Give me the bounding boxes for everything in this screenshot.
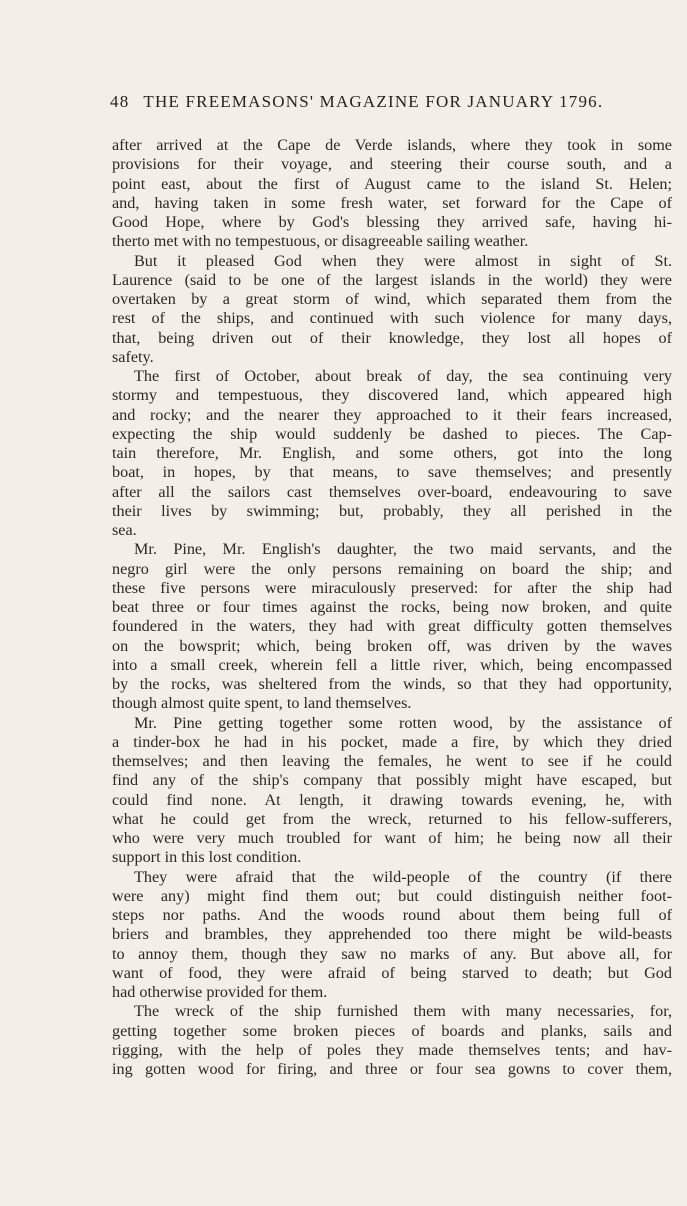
running-title: THE FREEMASONS' MAGAZINE FOR JANUARY 1796.: [143, 92, 604, 111]
text-line: and rocky; and the nearer they approached to it their fears increased,: [112, 405, 672, 424]
text-line: though almost quite spent, to land themselves.: [112, 694, 412, 713]
text-line: But it pleased God when they were almost in sight of St.: [134, 251, 672, 270]
text-line: and, having taken in some fresh water, set forward for the Cape of: [112, 193, 672, 212]
paragraph-3: [112, 367, 672, 540]
text-line: negro girl were the only persons remaining on board the ship; and: [112, 559, 672, 578]
text-line: Mr. Pine getting together some rotten wood, by the assistance of: [134, 713, 672, 732]
text-line: themselves; and then leaving the females, he went to see if he could: [112, 752, 672, 770]
text-line: to annoy them, though they saw no marks of any. But above all, for: [112, 944, 672, 963]
text-line: foundered in the waters, they had with great difficulty gotten themselves: [112, 617, 672, 636]
text-line: overtaken by a great storm of wind, which separated them from the: [112, 290, 672, 308]
paragraph-1: [112, 136, 672, 252]
text-line: They were afraid that the wild-people of the country (if there: [134, 867, 672, 886]
text-line: were any) might find them out; but could distinguish neither foot-: [112, 886, 672, 905]
text-line: on the bowsprit; which, being broken off, was driven by the waves: [112, 636, 672, 655]
text-line: a tinder-box he had in his pocket, made a fire, by which they dried: [112, 732, 672, 751]
text-line: getting together some broken pieces of boards and planks, sails and: [112, 1021, 672, 1040]
text-line: safety.: [112, 347, 154, 366]
text-line: point east, about the first of August came to the island St. Helen;: [112, 174, 672, 193]
text-line: therto met with no tempestuous, or disagreeable sailing weather.: [112, 232, 529, 251]
text-line: stormy and tempestuous, they discovered land, which appeared high: [112, 386, 672, 405]
body-text: [112, 136, 672, 1079]
text-line: into a small creek, wherein fell a little river, which, being encompassed: [112, 655, 672, 674]
text-line: Laurence (said to be one of the largest islands in the world) they were: [112, 270, 672, 289]
text-line: these five persons were miraculously preserved: for after the ship had: [112, 578, 672, 597]
text-line: boat, in hopes, by that means, to save themselves; and presently: [112, 463, 672, 482]
paragraph-7: [112, 1002, 672, 1079]
text-line: find any of the ship's company that possibly might have escaped, but: [112, 771, 672, 790]
text-line: steps nor paths. And the woods round about them being full of: [112, 906, 672, 924]
text-line: sea.: [112, 521, 137, 539]
text-line: The wreck of the ship furnished them with many necessaries, for,: [134, 1002, 672, 1021]
text-line: Mr. Pine, Mr. English's daughter, the two maid servants, and the: [134, 540, 672, 559]
text-line: that, being driven out of their knowledge, they lost all hopes of: [112, 328, 672, 347]
text-line: provisions for their voyage, and steering their course south, and a: [112, 155, 672, 174]
text-line: want of food, they were afraid of being starved to death; but God: [112, 963, 672, 982]
paragraph-2: [112, 252, 672, 368]
paragraph-6: [112, 868, 672, 1003]
text-line: briers and brambles, they apprehended too there might be wild-beasts: [112, 925, 672, 944]
text-line: rigging, with the help of poles they made themselves tents; and hav-: [112, 1040, 672, 1059]
text-line: their lives by swimming; but, probably, they all perished in the: [112, 501, 672, 520]
text-line: after all the sailors cast themselves over-board, endeavouring to save: [112, 482, 672, 501]
text-line: Good Hope, where by God's blessing they arrived safe, having hi-: [112, 213, 672, 231]
text-line: who were very much troubled for want of him; he being now all their: [112, 829, 672, 847]
page-header: [110, 92, 675, 118]
text-line: by the rocks, was sheltered from the winds, so that they had opportunity,: [112, 675, 672, 693]
text-line: support in this lost condition.: [112, 848, 302, 867]
paragraph-4: [112, 540, 672, 713]
text-line: expecting the ship would suddenly be dashed to pieces. The Cap-: [112, 424, 672, 443]
text-line: after arrived at the Cape de Verde islands, where they took in some: [112, 136, 672, 154]
text-line: had otherwise provided for them.: [112, 983, 328, 1001]
text-line: could find none. At length, it drawing towards evening, he, with: [112, 790, 672, 809]
text-line: ing gotten wood for firing, and three or four sea gowns to cover them,: [112, 1060, 672, 1078]
text-line: The first of October, about break of day, the sea continuing very: [134, 367, 672, 385]
text-line: what he could get from the wreck, returned to his fellow-sufferers,: [112, 809, 672, 828]
text-line: beat three or four times against the rocks, being now broken, and quite: [112, 598, 672, 616]
page-number: 48: [110, 92, 130, 111]
text-line: tain therefore, Mr. English, and some others, got into the long: [112, 444, 672, 462]
text-line: rest of the ships, and continued with such violence for many days,: [112, 309, 672, 328]
paragraph-5: [112, 714, 672, 868]
